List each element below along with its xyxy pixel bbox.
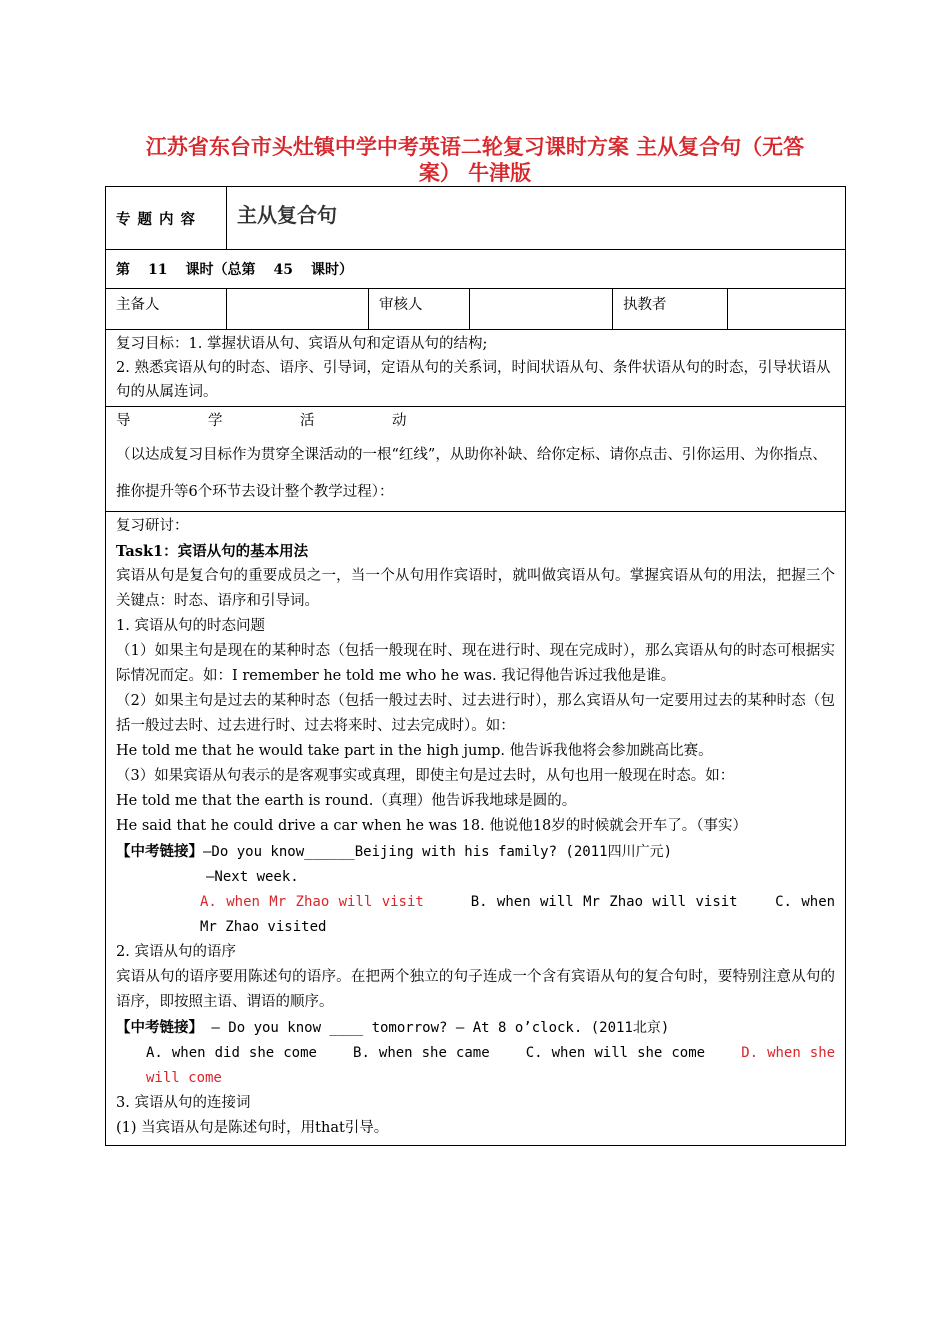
section2-text: 宾语从句的语序要用陈述句的语序。在把两个独立的句子连成一个含有宾语从句的复合句时，要特别注意从句的语序，即按照主语、谓语的顺序。: [116, 969, 836, 1010]
document-title: [105, 134, 845, 186]
option-a: A. when Mr Zhao will visit: [200, 894, 424, 910]
subject-value: 主从复合句: [227, 187, 846, 250]
section1-title: 1. 宾语从句的时态问题: [116, 618, 265, 634]
review-section: [106, 512, 846, 1146]
section3-title: 3. 宾语从句的连接词: [116, 1095, 251, 1111]
guide-char: 学: [208, 413, 223, 429]
section1-point3-example1: He told me that the earth is round.（真理）他告诉我地球是圆的。: [116, 793, 577, 809]
exam-link-options: [116, 1041, 835, 1091]
option-b: B. when will Mr Zhao will visit: [470, 894, 738, 910]
section1-point2-example: He told me that he would take part in the high jump. 他告诉我他将会参加跳高比赛。: [116, 743, 713, 759]
lesson-total: 45: [273, 262, 293, 278]
guide-char: 动: [392, 413, 407, 429]
lesson-total-prefix: 课时（总第: [185, 262, 256, 278]
title-line-2: 案） 牛津版: [418, 161, 532, 185]
guide-body: （以达成复习目标作为贯穿全课活动的一根“红线”，从助你补缺、给你定标、请你点击、引你运用、为你指点、推你提升等6个环节去设计整个教学过程）：: [116, 447, 827, 500]
section1-point1: （1）如果主句是现在的某种时态（包括一般现在时、现在进行时、现在完成时），那么宾语从句的时态可根据实际情况而定。如：I remember he told me who he was. 我记得他告诉过我他是谁。: [116, 643, 836, 684]
lesson-number: 11: [148, 262, 168, 278]
section1-point3: （3）如果宾语从句表示的是客观事实或真理，即使主句是过去时，从句也用一般现在时态。如：: [116, 768, 735, 784]
option-c: C. when Mr Zhao visited: [200, 894, 836, 935]
goal-line-2: 2. 熟悉宾语从句的时态、语序、引导词，定语从句的关系词，时间状语从句、条件状语从句的时态，引导状语从句的从属连词。: [116, 360, 831, 400]
exam-link-2: [116, 1015, 835, 1041]
exam-link-label: 【中考链接】: [116, 1019, 203, 1036]
section1-point2: （2）如果主句是过去的某种时态（包括一般过去时、过去进行时），那么宾语从句一定要用过去的某种时态（包括一般过去时、过去进行时、过去将来时、过去完成时）。如：: [116, 693, 836, 734]
guided-activity: [106, 407, 846, 512]
exam-link-question: — Do you know ____ tomorrow? — At 8 o’clock. (2011北京): [203, 1020, 670, 1036]
goal-line-1: 复习目标：1. 掌握状语从句、宾语从句和定语从句的结构;: [116, 336, 488, 352]
task1-intro: 宾语从句是复合句的重要成员之一，当一个从句用作宾语时，就叫做宾语从句。掌握宾语从句的用法，把握三个关键点：时态、语序和引导词。: [116, 568, 836, 609]
lesson-suffix: 课时）: [310, 262, 353, 278]
section1-point3-example2: He said that he could drive a car when he was 18. 他说他18岁的时候就会开车了。（事实）: [116, 818, 748, 834]
review-heading: 复习研讨：: [116, 518, 189, 534]
exam-link-1: [116, 839, 835, 865]
guide-char: 导: [116, 413, 131, 429]
lesson-plan-table: [105, 186, 846, 1146]
exam-link-label: 【中考链接】: [116, 843, 203, 860]
option-b: B. when she came: [353, 1045, 490, 1061]
guide-title: [116, 409, 835, 433]
exam-link-question: —Do you know______Beijing with his family? (2011四川广元): [203, 844, 673, 860]
teacher-label: 执教者: [613, 289, 728, 330]
title-line-1: 江苏省东台市头灶镇中学中考英语二轮复习课时方案 主从复合句（无答: [145, 135, 805, 159]
subject-label: 专题内容: [106, 187, 227, 250]
option-a: A. when did she come: [146, 1045, 317, 1061]
section2-title: 2. 宾语从句的语序: [116, 944, 236, 960]
preparer-label: 主备人: [106, 289, 227, 330]
guide-char: 活: [300, 413, 315, 429]
teacher-value: [728, 289, 846, 330]
exam-link-answer: —Next week.: [206, 869, 299, 885]
exam-link-options: [116, 890, 835, 940]
option-c: C. when will she come: [525, 1045, 706, 1061]
reviewer-label: 审核人: [369, 289, 470, 330]
review-goals: [106, 330, 846, 407]
option-d: D. when she will come: [146, 1045, 836, 1086]
section3-point1: (1) 当宾语从句是陈述句时，用that引导。: [116, 1120, 389, 1136]
lesson-prefix: 第: [116, 262, 130, 278]
preparer-value: [227, 289, 369, 330]
task1-heading: Task1：宾语从句的基本用法: [116, 543, 309, 560]
reviewer-value: [470, 289, 613, 330]
lesson-info: [106, 250, 846, 289]
